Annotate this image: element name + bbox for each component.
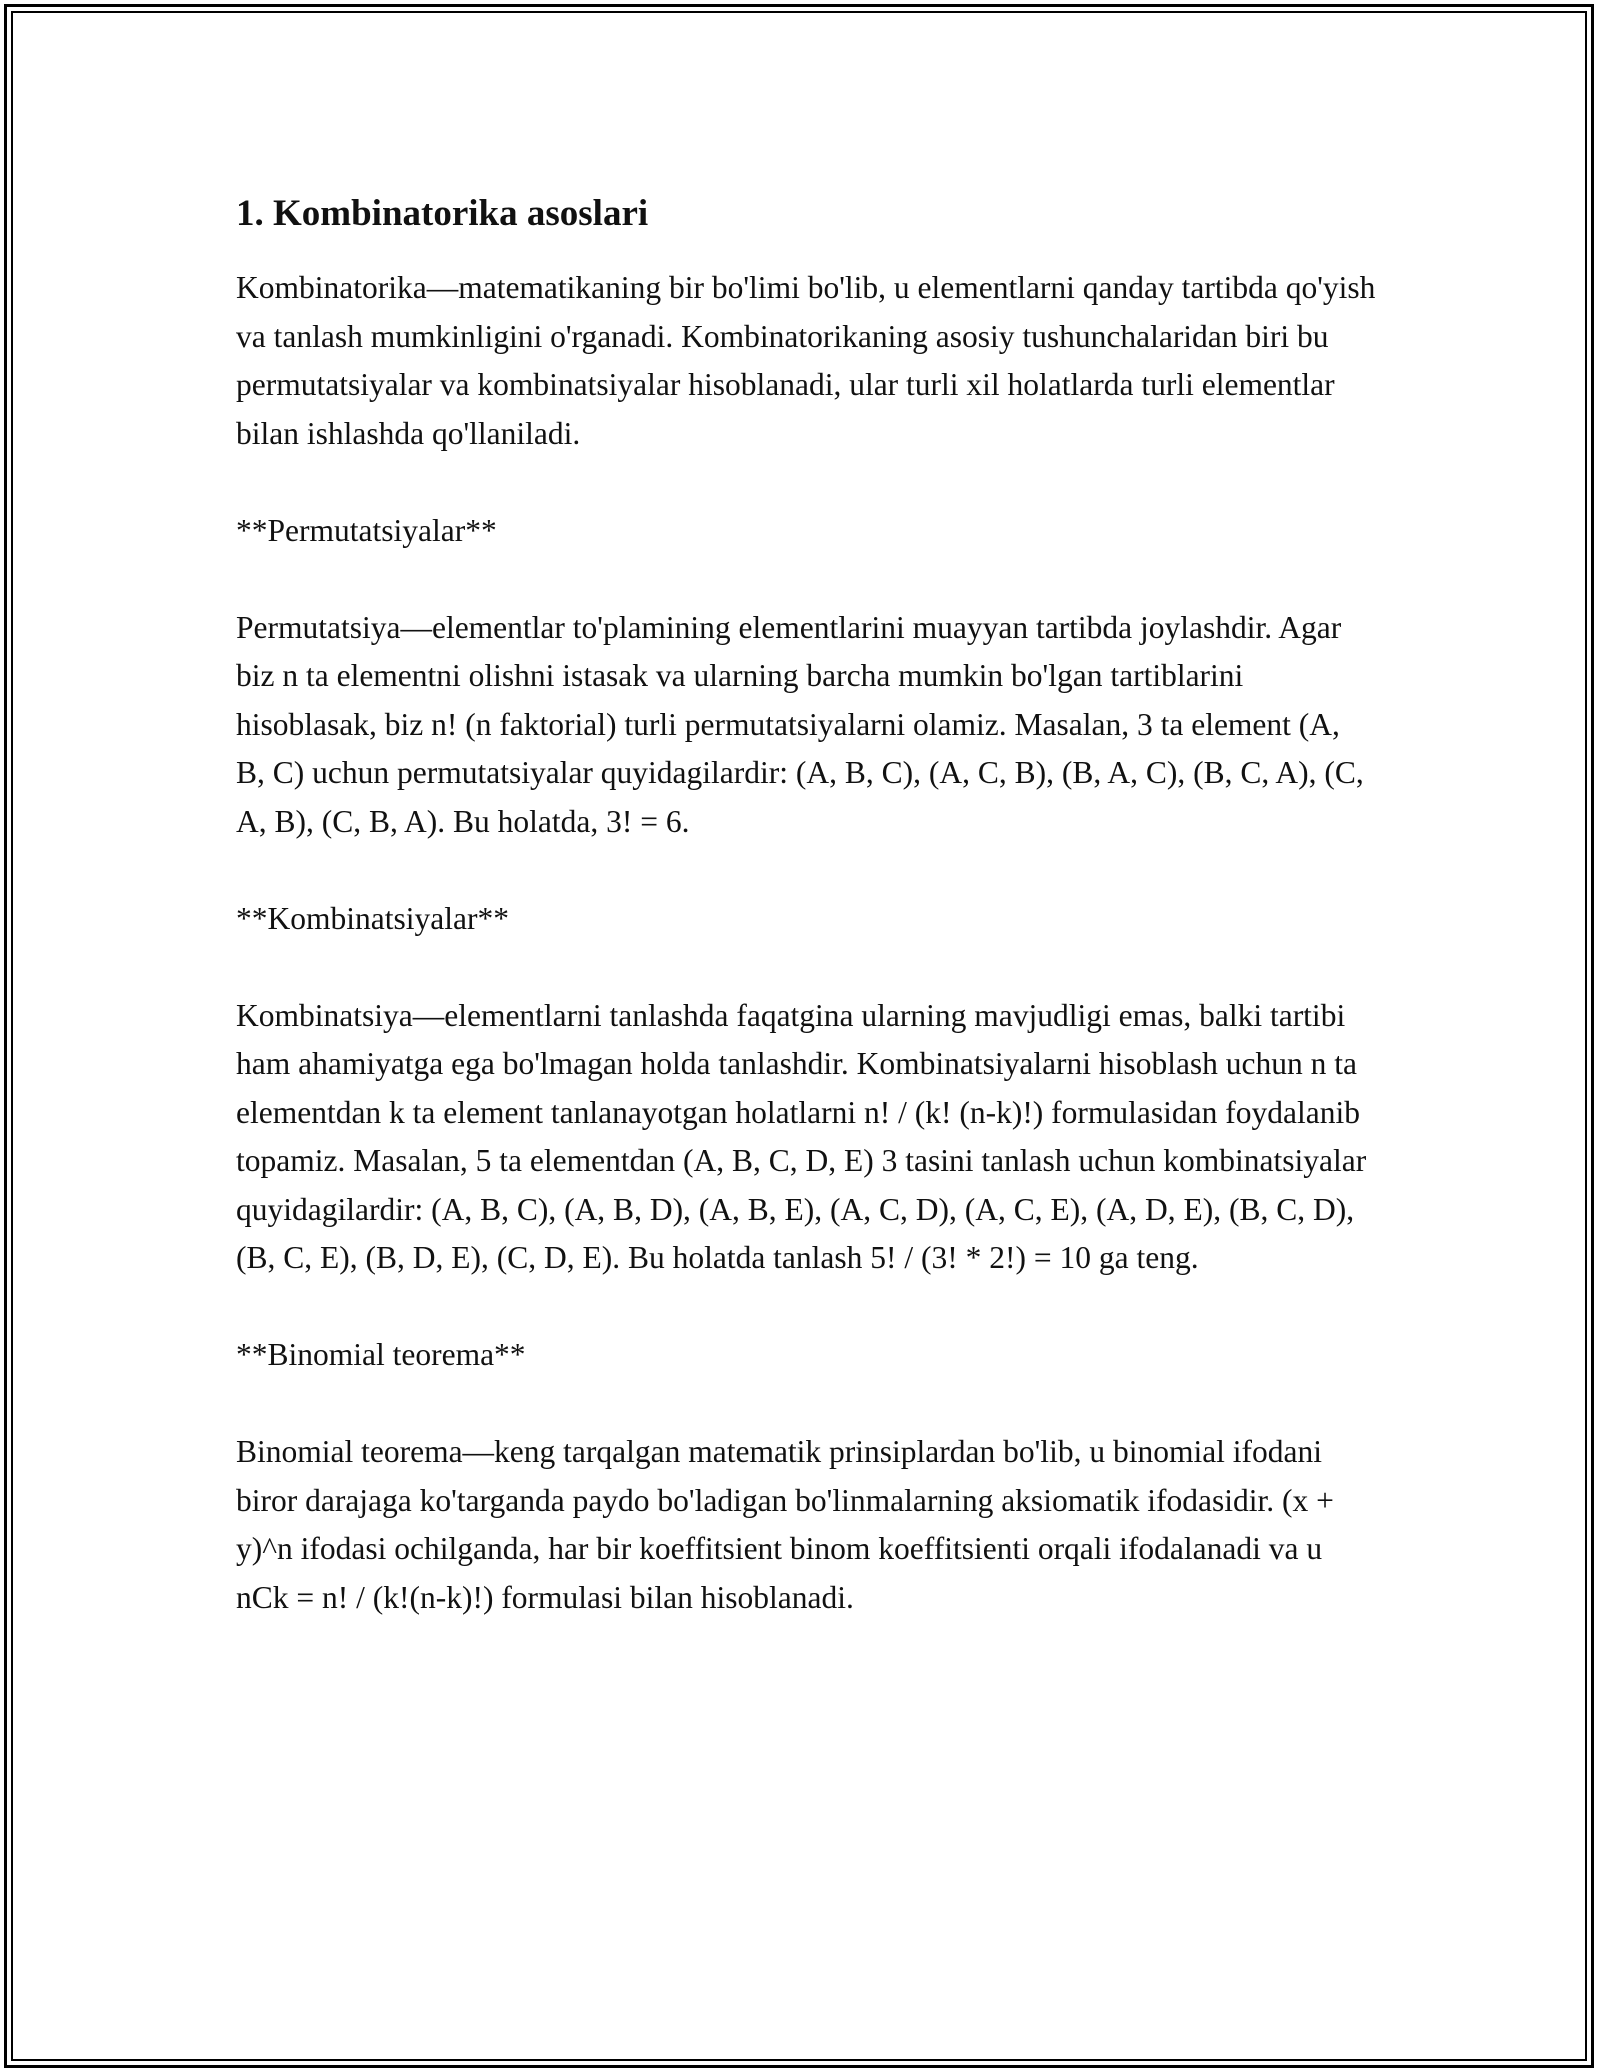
paragraph-intro: Kombinatorika—matematikaning bir bo'limi bo'lib, u elementlarni qanday tartibda qo'yish va tanlash mumkinligini o'rganadi. Kombinatorikaning asosiy tushunchalaridan biri bu permutatsiyalar va kombinatsiyalar hisoblanadi, ular turli xil holatlarda turli elementlar bilan ishlashda qo'llaniladi. xyxy=(236,270,1376,451)
document-body xyxy=(236,186,1376,1671)
section-heading-kombinatsiyalar: **Kombinatsiyalar** xyxy=(236,900,509,936)
section-heading-binomial: **Binomial teorema** xyxy=(236,1337,526,1372)
document-title: 1. Kombinatorika asoslari xyxy=(236,193,649,234)
paragraph-permutatsiya: Permutatsiya—elementlar to'plamining elementlarini muayyan tartibda joylashdir. Agar biz n ta elementni olishni istasak va ularning barcha mumkin bo'lgan tartiblarini hisoblasak, biz n! (n faktorial) turli permutatsiyalarni olamiz. Masalan, 3 ta element (A, B, C) uchun permutatsiyalar quyidagilardir: (A, B, C), (A, C, B), (B, A, C), (B, C, A), (C, A, B), (C, B, A). Bu holatda, 3! = 6. xyxy=(236,609,1364,839)
section-heading-permutatsiyalar: **Permutatsiyalar** xyxy=(236,512,497,548)
paragraph-binomial: Binomial teorema—keng tarqalgan matematik prinsiplardan bo'lib, u binomial ifodani biror darajaga ko'targanda paydo bo'ladigan bo'linmalarning aksiomatik ifodasidir. (x + y)^n ifodasi ochilganda, har bir koeffitsient binom koeffitsienti orqali ifodalanadi va u nCk = n! / (k!(n-k)!) formulasi bilan hisoblanadi. xyxy=(236,1434,1334,1615)
paragraph-kombinatsiya: Kombinatsiya—elementlarni tanlashda faqatgina ularning mavjudligi emas, balki tartibi ham ahamiyatga ega bo'lmagan holda tanlashdir. Kombinatsiyalarni hisoblash uchun n ta elementdan k ta element tanlanayotgan holatlarni n! / (k! (n-k)!) formulasidan foydalanib topamiz. Masalan, 5 ta elementdan (A, B, C, D, E) 3 tasini tanlash uchun kombinatsiyalar quyidagilardir: (A, B, C), (A, B, D), (A, B, E), (A, C, D), (A, C, E), (A, D, E), (B, C, D), (B, C, E), (B, D, E), (C, D, E). Bu holatda tanlash 5! / (3! * 2!) = 10 ga teng. xyxy=(236,997,1367,1275)
